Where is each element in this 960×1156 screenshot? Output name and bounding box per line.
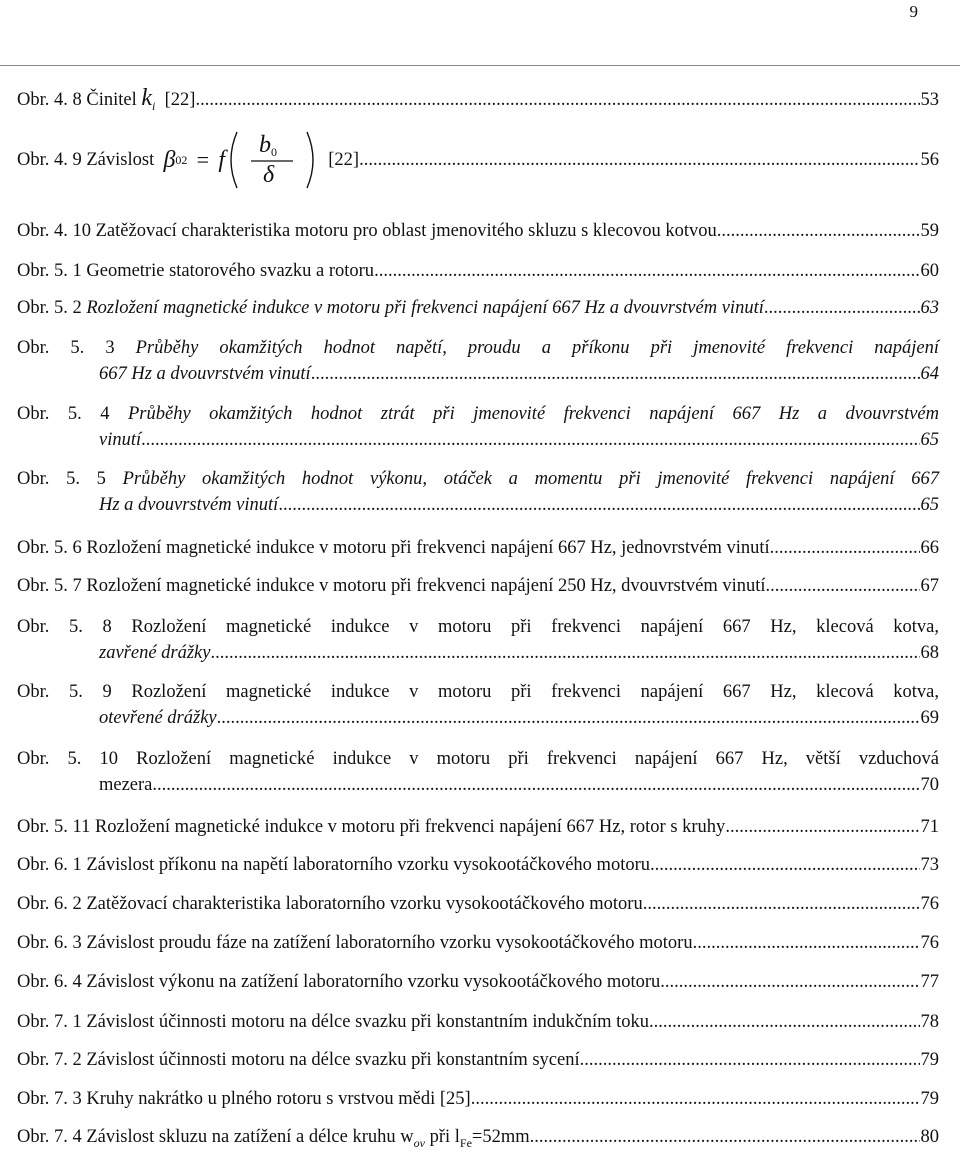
list-item[interactable]: Obr. 5. 8 Rozložení magnetické indukce v motoru při frekvenci napájení 667 Hz, klecová kotva, zavřené drážky ..... 68 [17,614,939,666]
list-item[interactable]: Obr. 4. 8 Činitel $k_i$ [22] ..... 53 [17,85,939,119]
fraction: $b_0$ δ [225,128,319,192]
list-item[interactable]: Obr. 6. 1 Závislost příkonu na napětí laboratorního vzorku vysokootáčkového motoru ..... 73 [17,852,939,878]
list-item[interactable]: Obr. 5. 7 Rozložení magnetické indukce v motoru při frekvenci napájení 250 Hz, dvouvrstvém vinutí ..... 67 [17,573,939,599]
list-item[interactable]: Obr. 5. 2 Rozložení magnetické indukce v motoru při frekvenci napájení 667 Hz a dvouvrstvém vinutí ..... 63 [17,295,939,321]
list-item[interactable]: Obr. 6. 4 Závislost výkonu na zatížení laboratorního vzorku vysokootáčkového motoru ..... 77 [17,969,939,995]
list-item[interactable]: Obr. 5. 6 Rozložení magnetické indukce v motoru při frekvenci napájení 667 Hz, jednovrstvém vinutí ..... 66 [17,535,939,561]
list-item[interactable]: Obr. 5. 4 Průběhy okamžitých hodnot ztrát při jmenovité frekvenci napájení 667 Hz a dvouvrstvém vinutí ..... 65 [17,401,939,453]
page-number: 9 [909,2,918,21]
list-item[interactable]: Obr. 7. 2 Závislost účinnosti motoru na délce svazku při konstantním sycení ..... 79 [17,1047,939,1073]
list-item[interactable]: Obr. 7. 1 Závislost účinnosti motoru na délce svazku při konstantním indukčním toku ..... 78 [17,1009,939,1035]
list-item[interactable]: Obr. 7. 4 Závislost skluzu na zatížení a délce kruhu $w_{ov}$ při $l_{Fe}=52mm$ ..... 80 [17,1124,939,1156]
list-item[interactable]: Obr. 5. 3 Průběhy okamžitých hodnot napětí, proudu a příkonu při jmenovité frekvenci napájení 667 Hz a dvouvrstvém vinutí ..... 64 [17,335,939,387]
list-item[interactable]: Obr. 6. 2 Zatěžovací charakteristika laboratorního vzorku vysokootáčkového motoru ..... 76 [17,891,939,917]
list-item[interactable]: Obr. 4. 10 Zatěžovací charakteristika motoru pro oblast jmenovitého skluzu s klecovou kotvou ..... 59 [17,218,939,244]
list-item[interactable]: Obr. 5. 5 Průběhy okamžitých hodnot výkonu, otáček a momentu při jmenovité frekvenci napájení 667 Hz a dvouvrstvém vinutí ..... 65 [17,466,939,518]
header-rule [0,65,960,66]
list-item[interactable]: Obr. 5. 9 Rozložení magnetické indukce v motoru při frekvenci napájení 667 Hz, klecová kotva, otevřené drážky ..... 69 [17,679,939,731]
list-item[interactable]: Obr. 6. 3 Závislost proudu fáze na zatížení laboratorního vzorku vysokootáčkového motoru ..... 76 [17,930,939,956]
list-item[interactable]: Obr. 5. 11 Rozložení magnetické indukce v motoru při frekvenci napájení 667 Hz, rotor s kruhy ..... 71 [17,814,939,840]
list-item[interactable]: Obr. 5. 1 Geometrie statorového svazku a rotoru ..... 60 [17,258,939,284]
list-item[interactable]: Obr. 7. 3 Kruhy nakrátko u plného rotoru s vrstvou mědi [25] ..... 79 [17,1086,939,1112]
list-item[interactable]: Obr. 4. 9 Závislost β 02 = f $b_0$ δ [22]. ..... 56 [17,128,939,192]
list-item[interactable]: Obr. 5. 10 Rozložení magnetické indukce v motoru při frekvenci napájení 667 Hz, větší vzduchová mezera ..... 70 [17,746,939,798]
